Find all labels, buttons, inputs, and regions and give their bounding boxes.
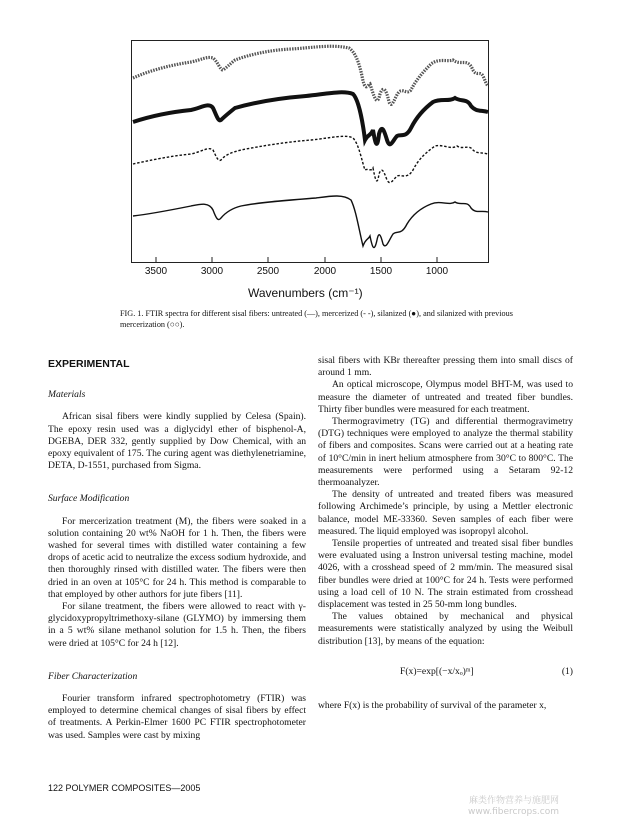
ftir-spectra-figure: [131, 40, 489, 272]
paragraph-density: The density of untreated and treated fibers was measured following Archimede’s principle, by using a Mettler electronic balance, model ME-33360. Seven samples of each fiber were measured. The liquid employed was isopropyl alcohol.: [318, 489, 573, 537]
x-axis-label: Wavenumbers (cm⁻¹): [248, 286, 363, 300]
subheading-fiber-characterization: Fiber Characterization: [48, 670, 138, 682]
plot-frame: [132, 41, 489, 263]
paragraph-where: where F(x) is the probability of survival of the parameter x,: [318, 700, 547, 712]
x-tick-label: 1000: [425, 266, 449, 277]
equation-row: [318, 666, 573, 678]
paragraph-tensile: Tensile properties of untreated and treated sisal fiber bundles were evaluated using a Instron universal testing machine, model 4026, with a crosshead speed of 2 mm/min. The measured sisal fiber bundles were dried at 100°C for 24 h. Tests were performed using a load cell of 10 N. The strain estimated from crosshead displacement was tested in 25 50-mm long bundles.: [318, 538, 573, 611]
right-column: [318, 355, 573, 712]
x-tick-label: 1500: [369, 266, 393, 277]
paragraph-thermogravimetry: Thermogravimetry (TG) and differential thermogravimetry (DTG) techniques were employed to analyze the thermal stability of fibers and composites. Scans were carried out at a heating rate of 10°C/min in inert helium atmosphere from 30°C to 800°C. The measurements were performed using a Setaram 92-12 thermoanalyzer.: [318, 416, 573, 489]
equation: F(x)=exp[(−x/xₒ)ᵐ]: [400, 665, 474, 677]
subheading-materials: Materials: [48, 389, 86, 401]
x-axis-ticks: [156, 257, 437, 262]
series-mercerized: [133, 136, 488, 182]
section-heading-experimental: EXPERIMENTAL: [48, 358, 130, 370]
paragraph-materials: African sisal fibers were kindly supplied by Celesa (Spain). The epoxy resin used was a diglycidyl ether of bisphenol-A, DGEBA, DER 332, gently supplied by Dow Chemical, with an epoxy equivalent of 175. The curing agent was diethylenetriamine, DETA, D-1551, purchased from Sigma.: [48, 411, 306, 472]
paragraph-weibull: The values obtained by mechanical and physical measurements were statistically analyzed by using the Weibull distribution [13], by means of the equation:: [318, 611, 573, 647]
paragraph-ftir: Fourier transform infrared spectrophotometry (FTIR) was employed to determine chemical changes of sisal fibers by effect of treatments. A Perkin-Elmer 1600 PC FTIR spectrophotometer was used. Samples were cast by mixing: [48, 693, 306, 741]
x-tick-label: 3000: [200, 266, 224, 277]
x-tick-label: 2500: [256, 266, 280, 277]
x-tick-label: 3500: [144, 266, 168, 277]
paragraph-silane: For silane treatment, the fibers were allowed to react with γ-glycidoxypropyltrimethoxy-silane (GLYMO) by immersing them in a 5 wt% silane methanol solution for 1.5 h. Then, the fibers were dried at 105°C for 24 h [12].: [48, 601, 306, 649]
paragraph-optical: An optical microscope, Olympus model BHT-M, was used to measure the diameter of untreated and treated fiber bundles. Thirty fiber bundles were measured for each treatment.: [318, 379, 573, 415]
watermark-line2: www.fibercrops.com: [468, 807, 559, 817]
subheading-surface-modification: Surface Modification: [48, 493, 130, 505]
paragraph-kbr: sisal fibers with KBr thereafter pressing them into small discs of around 1 mm.: [318, 355, 573, 379]
figure-caption: FIG. 1. FTIR spectra for different sisal fibers: untreated (—), mercerized (- -), silanized (●), and silanized with previous mercerization (○○).: [120, 309, 513, 329]
left-column: [48, 355, 306, 742]
watermark-line1: 麻类作物营养与施肥网: [468, 796, 559, 806]
equation-number: (1): [561, 665, 573, 677]
series-untreated: [133, 196, 488, 248]
page-footer: 122 POLYMER COMPOSITES—2005: [48, 783, 201, 793]
watermark: [468, 796, 559, 818]
series-silanized: [133, 92, 488, 144]
paragraph-mercerization: For mercerization treatment (M), the fibers were soaked in a solution containing 20 wt% NaOH for 1 h. Then, the fibers were washed for several times with distilled water containing a few drops of acetic acid to neutralize the excess sodium hydroxide, and then thoroughly rinsed with distilled water. The fibers were then dried in an oven at 105°C for 24 h. This method is comparable to that employed by other authors for jute fibers [11].: [48, 515, 306, 600]
x-tick-label: 2000: [313, 266, 337, 277]
